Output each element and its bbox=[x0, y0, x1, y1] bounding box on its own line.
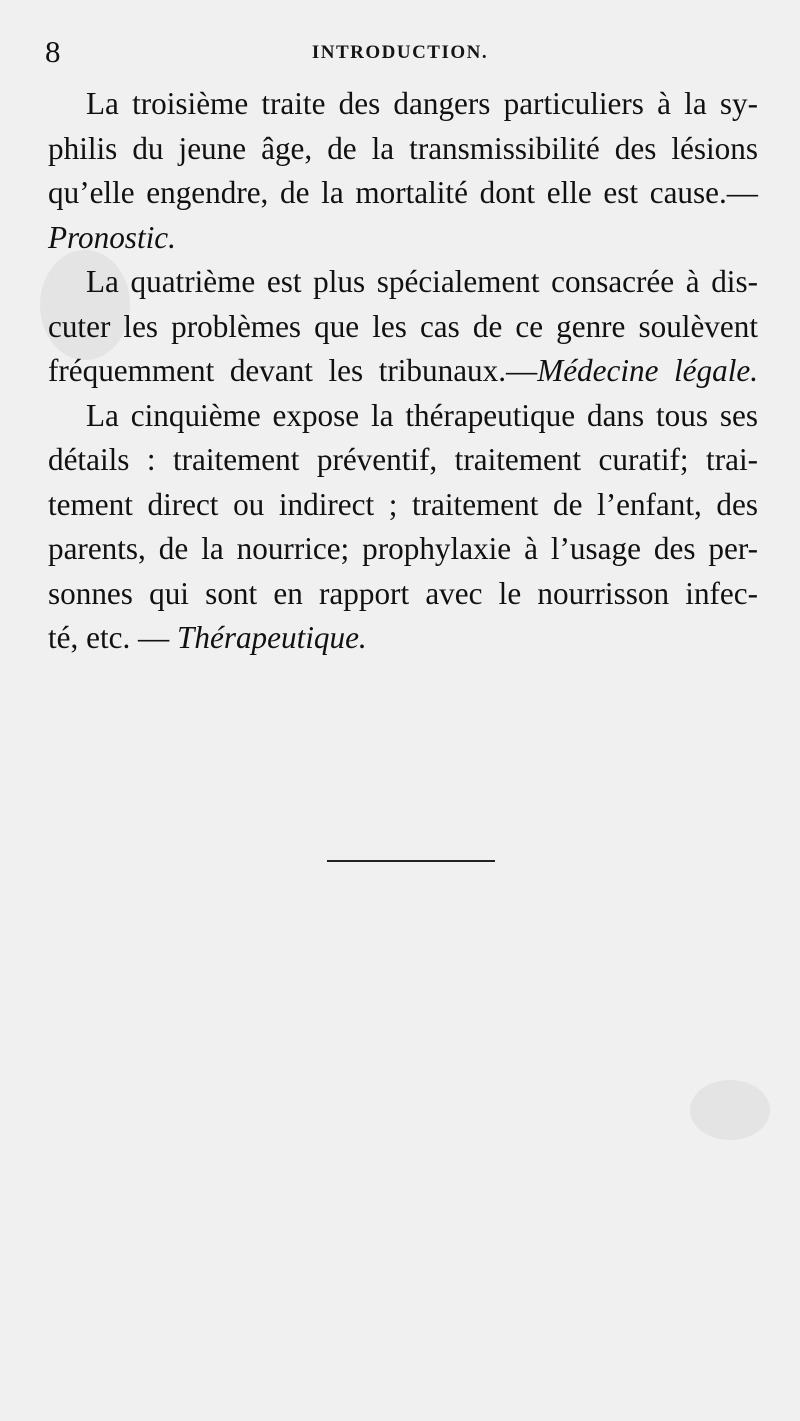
paper-smudge bbox=[690, 1080, 770, 1140]
section-term: Thérapeutique. bbox=[177, 620, 367, 655]
text-line bbox=[48, 349, 758, 394]
text-line: La quatrième est plus spécialement consacrée à dis- bbox=[86, 264, 758, 299]
text-line: qu’elle engendre, de la mortalité dont elle est cause.— bbox=[48, 175, 758, 210]
section-term: Médecine légale. bbox=[537, 353, 758, 388]
text-line: La cinquième expose la thérapeutique dans tous ses bbox=[86, 397, 758, 433]
page-header bbox=[45, 34, 755, 74]
text-line: sonnes qui sont en rapport avec le nourrisson infec- bbox=[48, 575, 758, 611]
text-line-fragment: té, etc. — bbox=[48, 620, 178, 655]
text-line bbox=[48, 616, 758, 661]
text-line-fragment: fréquemment devant les tribunaux.— bbox=[48, 353, 538, 388]
paragraph-quatrieme bbox=[48, 260, 758, 394]
text-line bbox=[48, 216, 758, 261]
text-line: détails : traitement préventif, traitement curatif; trai- bbox=[48, 442, 758, 477]
section-divider-rule bbox=[327, 860, 495, 862]
paragraph-cinquieme bbox=[48, 394, 758, 661]
text-line: tement direct ou indirect ; traitement de l’enfant, des bbox=[48, 486, 758, 522]
text-line: La troisième traite des dangers particuliers à la sy- bbox=[86, 86, 758, 121]
running-head: INTRODUCTION. bbox=[311, 42, 489, 63]
text-line: parents, de la nourrice; prophylaxie à l’usage des per- bbox=[48, 531, 758, 566]
body-text bbox=[48, 82, 758, 661]
text-line: philis du jeune âge, de la transmissibilité des lésions bbox=[48, 130, 758, 166]
text-line: cuter les problèmes que les cas de ce genre soulèvent bbox=[48, 308, 758, 344]
section-term: Pronostic. bbox=[48, 219, 176, 255]
page-number: 8 bbox=[45, 34, 61, 69]
paragraph-troisieme bbox=[48, 82, 758, 260]
